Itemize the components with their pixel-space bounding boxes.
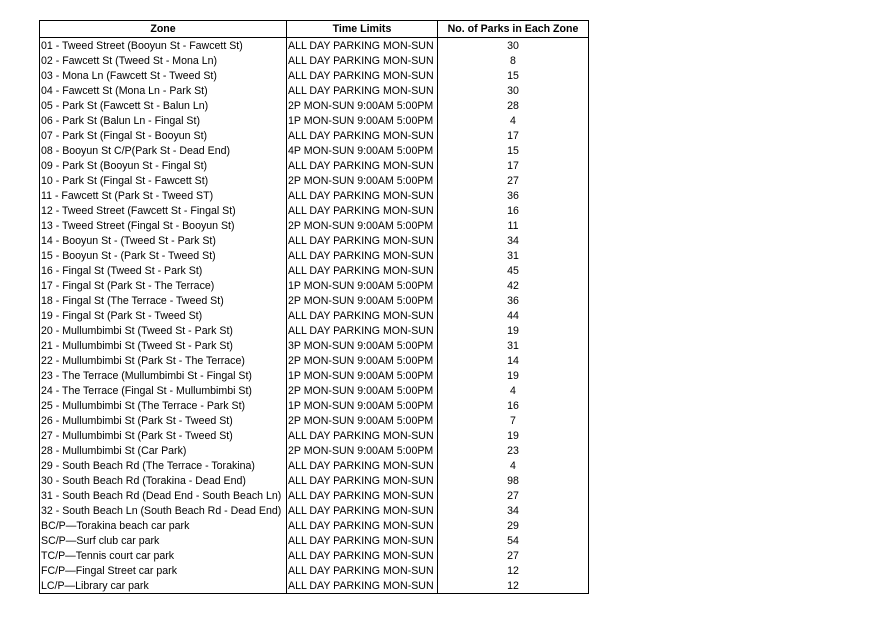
time-limit-cell: 3P MON-SUN 9:00AM 5:00PM (287, 338, 438, 353)
time-limit-cell: 1P MON-SUN 9:00AM 5:00PM (287, 368, 438, 383)
zone-cell: 24 - The Terrace (Fingal St - Mullumbimbi St) (40, 383, 287, 398)
parks-count-cell: 98 (438, 473, 589, 488)
zone-cell: 09 - Park St (Booyun St - Fingal St) (40, 158, 287, 173)
time-limit-cell: ALL DAY PARKING MON-SUN (287, 68, 438, 83)
zone-cell: 32 - South Beach Ln (South Beach Rd - Dead End) (40, 503, 287, 518)
parks-count-cell: 29 (438, 518, 589, 533)
time-limit-cell: 2P MON-SUN 9:00AM 5:00PM (287, 293, 438, 308)
parks-count-cell: 16 (438, 203, 589, 218)
time-limit-cell: 2P MON-SUN 9:00AM 5:00PM (287, 443, 438, 458)
parks-count-cell: 16 (438, 398, 589, 413)
parks-count-cell: 4 (438, 458, 589, 473)
parks-count-cell: 12 (438, 563, 589, 578)
table-row (40, 293, 589, 308)
zone-cell: 29 - South Beach Rd (The Terrace - Torakina) (40, 458, 287, 473)
time-limit-cell: ALL DAY PARKING MON-SUN (287, 458, 438, 473)
zone-cell: 27 - Mullumbimbi St (Park St - Tweed St) (40, 428, 287, 443)
zone-cell: 22 - Mullumbimbi St (Park St - The Terrace) (40, 353, 287, 368)
zone-cell: 31 - South Beach Rd (Dead End - South Beach Ln) (40, 488, 287, 503)
table-row (40, 533, 589, 548)
parks-count-cell: 17 (438, 128, 589, 143)
time-limit-cell: ALL DAY PARKING MON-SUN (287, 38, 438, 54)
table-row (40, 488, 589, 503)
time-limit-cell: ALL DAY PARKING MON-SUN (287, 473, 438, 488)
time-limit-cell: ALL DAY PARKING MON-SUN (287, 128, 438, 143)
table-row (40, 383, 589, 398)
parks-count-cell: 45 (438, 263, 589, 278)
table-row (40, 518, 589, 533)
table-row (40, 173, 589, 188)
time-limit-cell: 1P MON-SUN 9:00AM 5:00PM (287, 398, 438, 413)
table-row (40, 503, 589, 518)
table-row (40, 368, 589, 383)
time-limit-cell: ALL DAY PARKING MON-SUN (287, 263, 438, 278)
zone-cell: BC/P—Torakina beach car park (40, 518, 287, 533)
parks-count-cell: 19 (438, 368, 589, 383)
table-row (40, 263, 589, 278)
zone-cell: 14 - Booyun St - (Tweed St - Park St) (40, 233, 287, 248)
table-row (40, 413, 589, 428)
parks-count-cell: 19 (438, 428, 589, 443)
zone-cell: 21 - Mullumbimbi St (Tweed St - Park St) (40, 338, 287, 353)
table-row (40, 98, 589, 113)
table-row (40, 38, 589, 54)
table-row (40, 548, 589, 563)
zone-cell: 03 - Mona Ln (Fawcett St - Tweed St) (40, 68, 287, 83)
parks-count-cell: 17 (438, 158, 589, 173)
zone-cell: FC/P—Fingal Street car park (40, 563, 287, 578)
time-limit-cell: 1P MON-SUN 9:00AM 5:00PM (287, 278, 438, 293)
parks-count-cell: 36 (438, 188, 589, 203)
time-limit-cell: ALL DAY PARKING MON-SUN (287, 323, 438, 338)
table-row (40, 233, 589, 248)
zone-cell: 08 - Booyun St C/P(Park St - Dead End) (40, 143, 287, 158)
time-limit-cell: ALL DAY PARKING MON-SUN (287, 578, 438, 594)
table-row (40, 68, 589, 83)
table-row (40, 83, 589, 98)
zone-cell: 05 - Park St (Fawcett St - Balun Ln) (40, 98, 287, 113)
zone-cell: SC/P—Surf club car park (40, 533, 287, 548)
header-parks-count: No. of Parks in Each Zone (438, 21, 589, 38)
zone-cell: 15 - Booyun St - (Park St - Tweed St) (40, 248, 287, 263)
zone-cell: 18 - Fingal St (The Terrace - Tweed St) (40, 293, 287, 308)
time-limit-cell: 2P MON-SUN 9:00AM 5:00PM (287, 98, 438, 113)
zone-cell: 04 - Fawcett St (Mona Ln - Park St) (40, 83, 287, 98)
parks-count-cell: 30 (438, 83, 589, 98)
table-row (40, 158, 589, 173)
zone-cell: 20 - Mullumbimbi St (Tweed St - Park St) (40, 323, 287, 338)
parks-count-cell: 12 (438, 578, 589, 594)
parks-count-cell: 8 (438, 53, 589, 68)
zone-cell: 10 - Park St (Fingal St - Fawcett St) (40, 173, 287, 188)
zone-cell: 13 - Tweed Street (Fingal St - Booyun St) (40, 218, 287, 233)
table-body (40, 38, 589, 594)
time-limit-cell: ALL DAY PARKING MON-SUN (287, 203, 438, 218)
parks-count-cell: 23 (438, 443, 589, 458)
zone-cell: 06 - Park St (Balun Ln - Fingal St) (40, 113, 287, 128)
table-row (40, 563, 589, 578)
table-row (40, 128, 589, 143)
zone-cell: LC/P—Library car park (40, 578, 287, 594)
parks-count-cell: 27 (438, 488, 589, 503)
time-limit-cell: ALL DAY PARKING MON-SUN (287, 548, 438, 563)
parks-count-cell: 28 (438, 98, 589, 113)
table-row (40, 53, 589, 68)
zone-cell: 28 - Mullumbimbi St (Car Park) (40, 443, 287, 458)
table-row (40, 308, 589, 323)
table-row (40, 248, 589, 263)
time-limit-cell: ALL DAY PARKING MON-SUN (287, 563, 438, 578)
parks-count-cell: 36 (438, 293, 589, 308)
parks-count-cell: 44 (438, 308, 589, 323)
time-limit-cell: 2P MON-SUN 9:00AM 5:00PM (287, 413, 438, 428)
time-limit-cell: 2P MON-SUN 9:00AM 5:00PM (287, 353, 438, 368)
time-limit-cell: ALL DAY PARKING MON-SUN (287, 188, 438, 203)
time-limit-cell: 2P MON-SUN 9:00AM 5:00PM (287, 173, 438, 188)
header-row (40, 21, 589, 38)
table-row (40, 203, 589, 218)
parks-count-cell: 15 (438, 68, 589, 83)
parks-count-cell: 31 (438, 338, 589, 353)
zone-cell: 16 - Fingal St (Tweed St - Park St) (40, 263, 287, 278)
parks-count-cell: 11 (438, 218, 589, 233)
table-row (40, 428, 589, 443)
zone-cell: 12 - Tweed Street (Fawcett St - Fingal St) (40, 203, 287, 218)
zone-cell: 30 - South Beach Rd (Torakina - Dead End) (40, 473, 287, 488)
parking-zones-table (39, 20, 589, 594)
time-limit-cell: ALL DAY PARKING MON-SUN (287, 233, 438, 248)
zone-cell: 11 - Fawcett St (Park St - Tweed ST) (40, 188, 287, 203)
parks-count-cell: 4 (438, 113, 589, 128)
parks-count-cell: 19 (438, 323, 589, 338)
zone-cell: 23 - The Terrace (Mullumbimbi St - Fingal St) (40, 368, 287, 383)
table-row (40, 323, 589, 338)
table-row (40, 188, 589, 203)
parks-count-cell: 31 (438, 248, 589, 263)
header-zone: Zone (40, 21, 287, 38)
time-limit-cell: ALL DAY PARKING MON-SUN (287, 308, 438, 323)
table-row (40, 443, 589, 458)
zone-cell: 19 - Fingal St (Park St - Tweed St) (40, 308, 287, 323)
table-row (40, 458, 589, 473)
table-row (40, 398, 589, 413)
time-limit-cell: 2P MON-SUN 9:00AM 5:00PM (287, 218, 438, 233)
parks-count-cell: 34 (438, 503, 589, 518)
time-limit-cell: ALL DAY PARKING MON-SUN (287, 503, 438, 518)
table-row (40, 143, 589, 158)
time-limit-cell: ALL DAY PARKING MON-SUN (287, 158, 438, 173)
time-limit-cell: 2P MON-SUN 9:00AM 5:00PM (287, 383, 438, 398)
header-time-limits: Time Limits (287, 21, 438, 38)
table-row (40, 473, 589, 488)
zone-cell: 26 - Mullumbimbi St (Park St - Tweed St) (40, 413, 287, 428)
parks-count-cell: 27 (438, 548, 589, 563)
parks-count-cell: 27 (438, 173, 589, 188)
parks-count-cell: 7 (438, 413, 589, 428)
parks-count-cell: 42 (438, 278, 589, 293)
table-row (40, 353, 589, 368)
time-limit-cell: ALL DAY PARKING MON-SUN (287, 83, 438, 98)
parks-count-cell: 54 (438, 533, 589, 548)
table-row (40, 113, 589, 128)
zone-cell: 07 - Park St (Fingal St - Booyun St) (40, 128, 287, 143)
parks-count-cell: 4 (438, 383, 589, 398)
zone-cell: TC/P—Tennis court car park (40, 548, 287, 563)
table-row (40, 278, 589, 293)
parks-count-cell: 14 (438, 353, 589, 368)
time-limit-cell: ALL DAY PARKING MON-SUN (287, 248, 438, 263)
parks-count-cell: 34 (438, 233, 589, 248)
zone-cell: 17 - Fingal St (Park St - The Terrace) (40, 278, 287, 293)
time-limit-cell: ALL DAY PARKING MON-SUN (287, 428, 438, 443)
time-limit-cell: ALL DAY PARKING MON-SUN (287, 488, 438, 503)
table-row (40, 338, 589, 353)
time-limit-cell: 4P MON-SUN 9:00AM 5:00PM (287, 143, 438, 158)
table-row (40, 578, 589, 594)
time-limit-cell: ALL DAY PARKING MON-SUN (287, 53, 438, 68)
time-limit-cell: ALL DAY PARKING MON-SUN (287, 518, 438, 533)
time-limit-cell: ALL DAY PARKING MON-SUN (287, 533, 438, 548)
zone-cell: 02 - Fawcett St (Tweed St - Mona Ln) (40, 53, 287, 68)
zone-cell: 01 - Tweed Street (Booyun St - Fawcett St) (40, 38, 287, 54)
parks-count-cell: 30 (438, 38, 589, 54)
zone-cell: 25 - Mullumbimbi St (The Terrace - Park St) (40, 398, 287, 413)
table-row (40, 218, 589, 233)
time-limit-cell: 1P MON-SUN 9:00AM 5:00PM (287, 113, 438, 128)
parks-count-cell: 15 (438, 143, 589, 158)
